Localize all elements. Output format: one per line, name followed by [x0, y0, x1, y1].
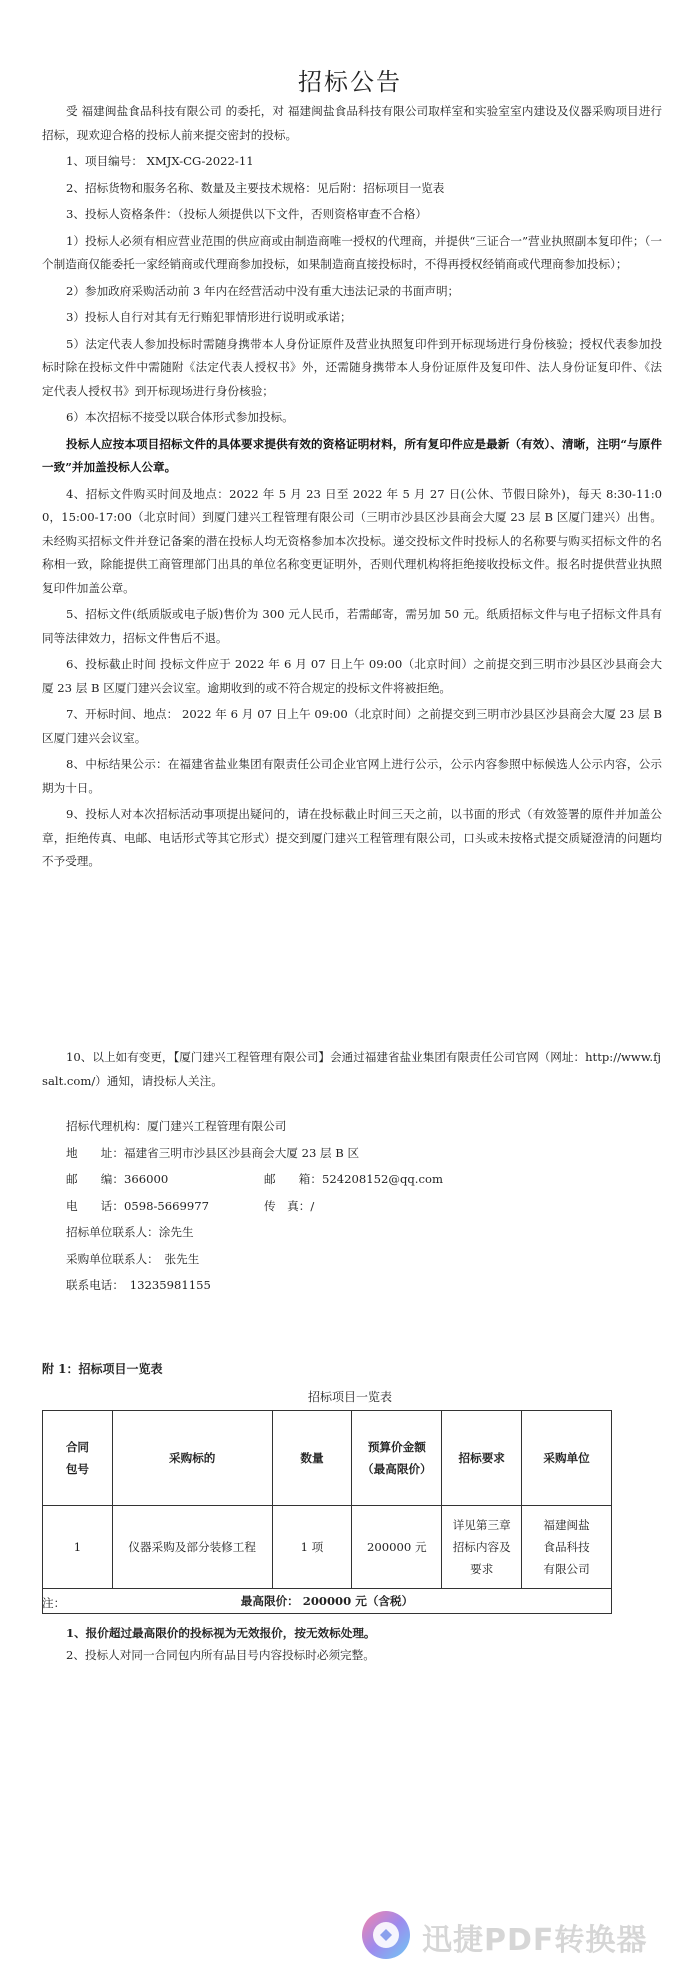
cell-budget: 200000 元 — [352, 1506, 442, 1589]
note-1: 1、报价超过最高限价的投标视为无效报价，按无效标处理。 — [66, 1626, 376, 1640]
annex-title: 附 1：招标项目一览表 — [42, 1362, 163, 1376]
agency-line: 招标代理机构：厦门建兴工程管理有限公司 — [66, 1119, 287, 1133]
pdf-converter-logo-icon — [360, 1909, 412, 1961]
cell-lot: 1 — [43, 1506, 113, 1589]
paragraph-qual-6: 6）本次招标不接受以联合体形式参加投标。 — [66, 410, 294, 424]
bid-items-table — [42, 1410, 612, 1614]
postcode-line — [66, 1166, 443, 1193]
paragraph-purchase-time: 4、招标文件购买时间及地点：2022 年 5 月 23 日至 2022 年 5 月 27 日(公休、节假日除外)，每天 8:30-11:00，15:00-17:00（北京时间）到厦门建兴工程管理有限公司（三明市沙县区沙县商会大厦 23 层 B 区厦门建兴）出售。未经购买招标文件并登记备案的潜在投标人均无资格参加本次投标。递交投标文件时投标人的名称要与购买招标文件的名称相一致，除能提供工商管理部门出具的单位名称变更证明外，否则代理机构将拒绝接收投标文件。报名时提供营业执照复印件加盖公章。 — [42, 486, 662, 595]
contact-block — [66, 1113, 443, 1299]
paragraph-qual-5: 5）法定代表人参加投标时需随身携带本人身份证原件及营业执照复印件到开标现场进行身份核验；授权代表参加投标时除在投标文件中需随附《法定代表人授权书》外，还需随身携带本人身份证原件及复印件、法人身份证复印件、《法定代表人授权书》到开标现场进行身份核验； — [42, 336, 662, 398]
header-budget: 预算价金额 （最高限价） — [352, 1411, 442, 1506]
paragraph-opening: 7、开标时间、地点： 2022 年 6 月 07 日上午 09:00（北京时间）之前提交到三明市沙县区沙县商会大厦 23 层 B 区厦门建兴会议室。 — [42, 707, 662, 745]
address-label: 地 址： — [66, 1145, 124, 1160]
notes-block — [66, 1622, 376, 1666]
paragraph-qualification: 3、投标人资格条件：（投标人须提供以下文件，否则资格审查不合格） — [66, 207, 427, 221]
phone-line — [66, 1193, 443, 1220]
phone-label: 电 话： — [66, 1198, 124, 1213]
postcode-label: 邮 编： — [66, 1172, 124, 1186]
cell-requirement: 详见第三章 招标内容及 要求 — [442, 1506, 522, 1589]
paragraph-qual-3: 3）投标人自行对其有无行贿犯罪情形进行说明或承诺； — [66, 310, 352, 324]
table-row — [43, 1506, 612, 1589]
paragraph-goods: 2、招标货物和服务名称、数量及主要技术规格：见后附：招标项目一览表 — [66, 180, 445, 195]
table-total-row — [43, 1589, 612, 1614]
paragraph-qual-1: 1）投标人必须有相应营业范围的供应商或由制造商唯一授权的代理商，并提供“三证合一”营业执照副本复印件；（一个制造商仅能委托一家经销商或代理商参加投标，如果制造商直接投标时，不得再授权经销商或代理商参加投标）； — [42, 233, 662, 271]
fax-value: / — [310, 1198, 315, 1213]
phone-value: 0598-5669977 — [123, 1198, 210, 1213]
paragraph-result: 8、中标结果公示：在福建省盐业集团有限责任公司企业官网上进行公示，公示内容参照中标候选人公示内容，公示期为十日。 — [42, 757, 662, 795]
paragraph-intro: 受 福建闽盐食品科技有限公司 的委托，对 福建闽盐食品科技有限公司取样室和实验室室内建设及仪器采购项目进行招标，现欢迎合格的投标人前来提交密封的投标。 — [42, 104, 662, 142]
email-value: 524208152@qq.com — [321, 1172, 443, 1186]
paragraph-questions: 9、投标人对本次招标活动事项提出疑问的，请在投标截止时间三天之前，以书面的形式（有效签署的原件并加盖公章，拒绝传真、电邮、电话形式等其它形式）提交到厦门建兴工程管理有限公司，口头或未按格式提交质疑澄清的问题均不予受理。 — [42, 807, 662, 868]
paragraph-qual-note: 投标人应按本项目招标文件的具体要求提供有效的资格证明材料，所有复印件应是最新（有效）、清晰，注明“与原件一致”并加盖投标人公章。 — [42, 436, 662, 474]
cell-qty: 1 项 — [272, 1506, 352, 1589]
watermark-text: 迅捷PDF转换器 — [422, 1923, 648, 1958]
purchaser-contact-line: 采购单位联系人： 张先生 — [66, 1251, 200, 1266]
header-requirement: 招标要求 — [442, 1411, 522, 1506]
header-qty: 数量 — [272, 1411, 352, 1506]
paragraph-project-code: 1、项目编号： XMJX-CG-2022-11 — [66, 154, 254, 168]
table-header-row — [43, 1411, 612, 1506]
bidder-contact-line: 招标单位联系人：涂先生 — [66, 1225, 194, 1239]
postcode-value: 366000 — [123, 1172, 169, 1186]
contact-phone-line: 联系电话： 13235981155 — [66, 1278, 211, 1292]
note-2: 2、投标人对同一合同包内所有品目号内容投标时必须完整。 — [66, 1648, 375, 1662]
cell-purchaser: 福建闽盐 食品科技 有限公司 — [522, 1506, 612, 1589]
cell-total: 最高限价： 200000 元（含税） — [43, 1589, 612, 1614]
email-label: 邮 箱： — [263, 1172, 322, 1186]
watermark — [360, 1905, 690, 1965]
document-title: 招标公告 — [298, 68, 402, 96]
address-line — [66, 1140, 443, 1167]
notes-label: 注： — [42, 1596, 66, 1610]
paragraph-qual-2: 2）参加政府采购活动前 3 年内在经营活动中没有重大违法记录的书面声明； — [66, 283, 460, 298]
header-purchaser: 采购单位 — [522, 1411, 612, 1506]
fax-label: 传 真： — [263, 1198, 311, 1213]
header-item: 采购标的 — [112, 1411, 272, 1506]
cell-item: 仪器采购及部分装修工程 — [112, 1506, 272, 1589]
address-value: 福建省三明市沙县区沙县商会大厦 23 层 B 区 — [123, 1145, 360, 1160]
announcement-body — [42, 100, 662, 877]
header-lot: 合同 包号 — [43, 1411, 113, 1506]
table-caption: 招标项目一览表 — [307, 1390, 392, 1404]
paragraph-changes: 10、以上如有变更，【厦门建兴工程管理有限公司】会通过福建省盐业集团有限责任公司官网（网址：http://www.fjsalt.com/）通知，请投标人关注。 — [42, 1050, 661, 1088]
paragraph-deadline: 6、投标截止时间 投标文件应于 2022 年 6 月 07 日上午 09:00（北京时间）之前提交到三明市沙县区沙县商会大厦 23 层 B 区厦门建兴会议室。逾期收到的或不符合规定的投标文件将被拒绝。 — [42, 657, 662, 695]
paragraph-price: 5、招标文件(纸质版或电子版)售价为 300 元人民币，若需邮寄，需另加 50 元。纸质招标文件与电子招标文件具有同等法律效力，招标文件售后不退。 — [42, 607, 662, 645]
